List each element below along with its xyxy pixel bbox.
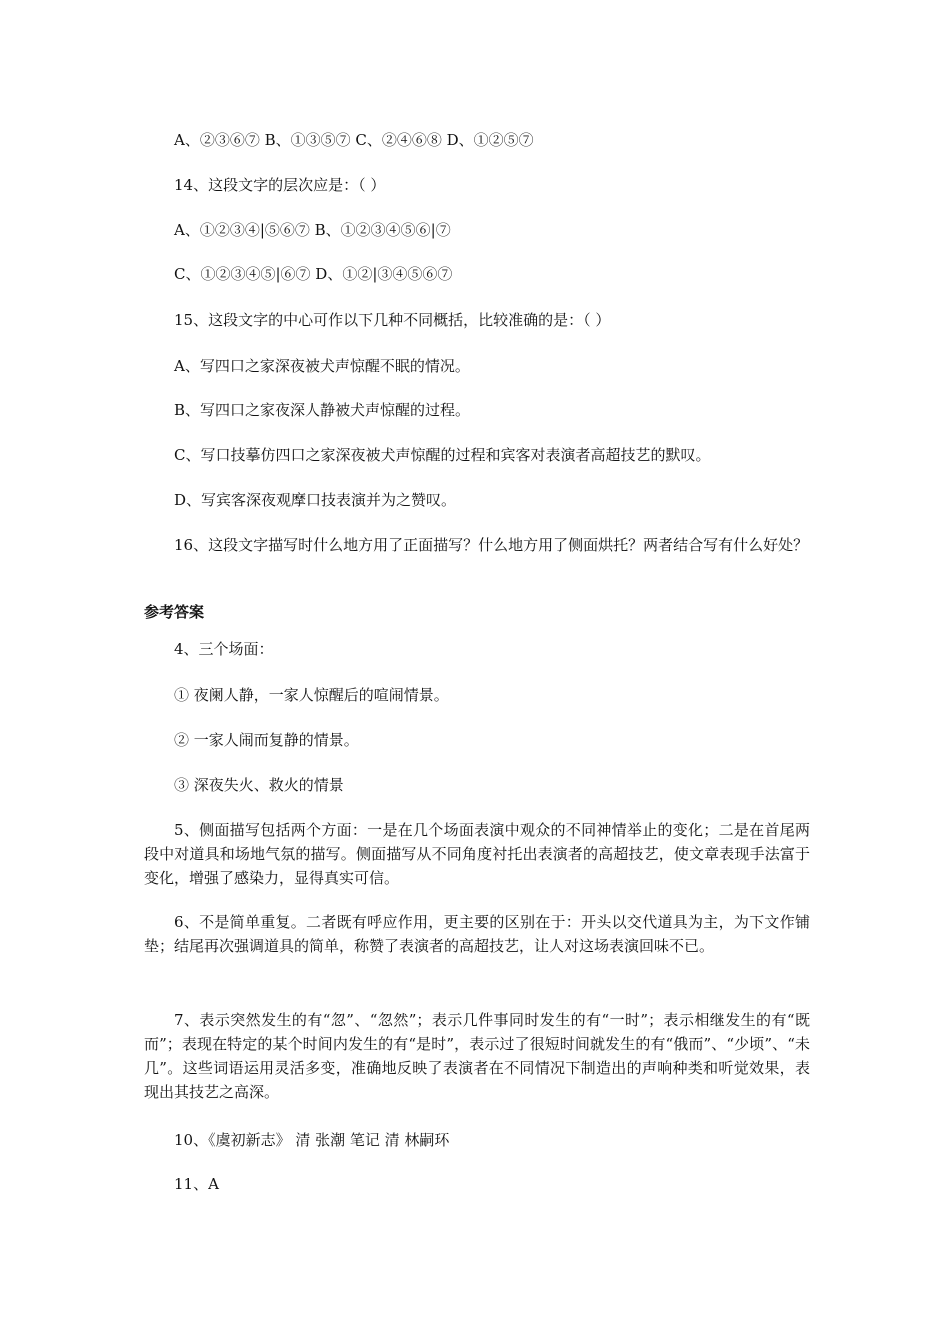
q14-option-ab: A、①②③④|⑤⑥⑦ B、①②③④⑤⑥|⑦ bbox=[174, 221, 451, 239]
q14-stem: 14、这段文字的层次应是：（ ） bbox=[174, 176, 386, 194]
answer-4-item-2: ② 一家人闹而复静的情景。 bbox=[174, 731, 359, 749]
answer-4-intro: 4、三个场面： bbox=[174, 640, 274, 658]
q15-option-a: A、写四口之家深夜被犬声惊醒不眠的情况。 bbox=[174, 357, 470, 375]
answer-11: 11、A bbox=[174, 1175, 219, 1193]
answer-10: 10、《虞初新志》 清 张潮 笔记 清 林嗣环 bbox=[174, 1131, 450, 1149]
q15-stem: 15、这段文字的中心可作以下几种不同概括，比较准确的是：（ ） bbox=[174, 311, 611, 329]
answer-4-item-3: ③ 深夜失火、救火的情景 bbox=[174, 776, 344, 794]
q13-options: A、②③⑥⑦ B、①③⑤⑦ C、②④⑥⑧ D、①②⑤⑦ bbox=[174, 131, 534, 149]
q15-option-d: D、写宾客深夜观摩口技表演并为之赞叹。 bbox=[174, 491, 457, 509]
q16-stem: 16、这段文字描写时什么地方用了正面描写？什么地方用了侧面烘托？两者结合写有什么好处？ bbox=[174, 536, 809, 554]
q15-option-b: B、写四口之家夜深人静被犬声惊醒的过程。 bbox=[174, 401, 471, 419]
q15-option-c: C、写口技摹仿四口之家深夜被犬声惊醒的过程和宾客对表演者高超技艺的默叹。 bbox=[174, 446, 711, 464]
q14-option-cd: C、①②③④⑤|⑥⑦ D、①②|③④⑤⑥⑦ bbox=[174, 265, 453, 283]
answer-7: 7、表示突然发生的有“忽”、“忽然”；表示几件事同时发生的有“一时”；表示相继发生的有“既而”；表现在特定的某个时间内发生的有“是时”，表示过了很短时间就发生的有“俄而”、“少顷”、“未几”。这些词语运用灵活多变，准确地反映了表演者在不同情况下制造出的声响种类和听觉效果，表现出其技艺之高深。 bbox=[144, 1011, 810, 1101]
answers-heading: 参考答案 bbox=[144, 603, 205, 621]
answer-5: 5、侧面描写包括两个方面：一是在几个场面表演中观众的不同神情举止的变化；二是在首尾两段中对道具和场地气氛的描写。侧面描写从不同角度衬托出表演者的高超技艺，使文章表现手法富于变化，增强了感染力，显得真实可信。 bbox=[144, 821, 810, 887]
answer-6: 6、不是简单重复。二者既有呼应作用，更主要的区别在于：开头以交代道具为主，为下文作铺垫；结尾再次强调道具的简单，称赞了表演者的高超技艺，让人对这场表演回味不已。 bbox=[144, 913, 810, 955]
answer-4-item-1: ① 夜阑人静，一家人惊醒后的喧闹情景。 bbox=[174, 686, 449, 704]
